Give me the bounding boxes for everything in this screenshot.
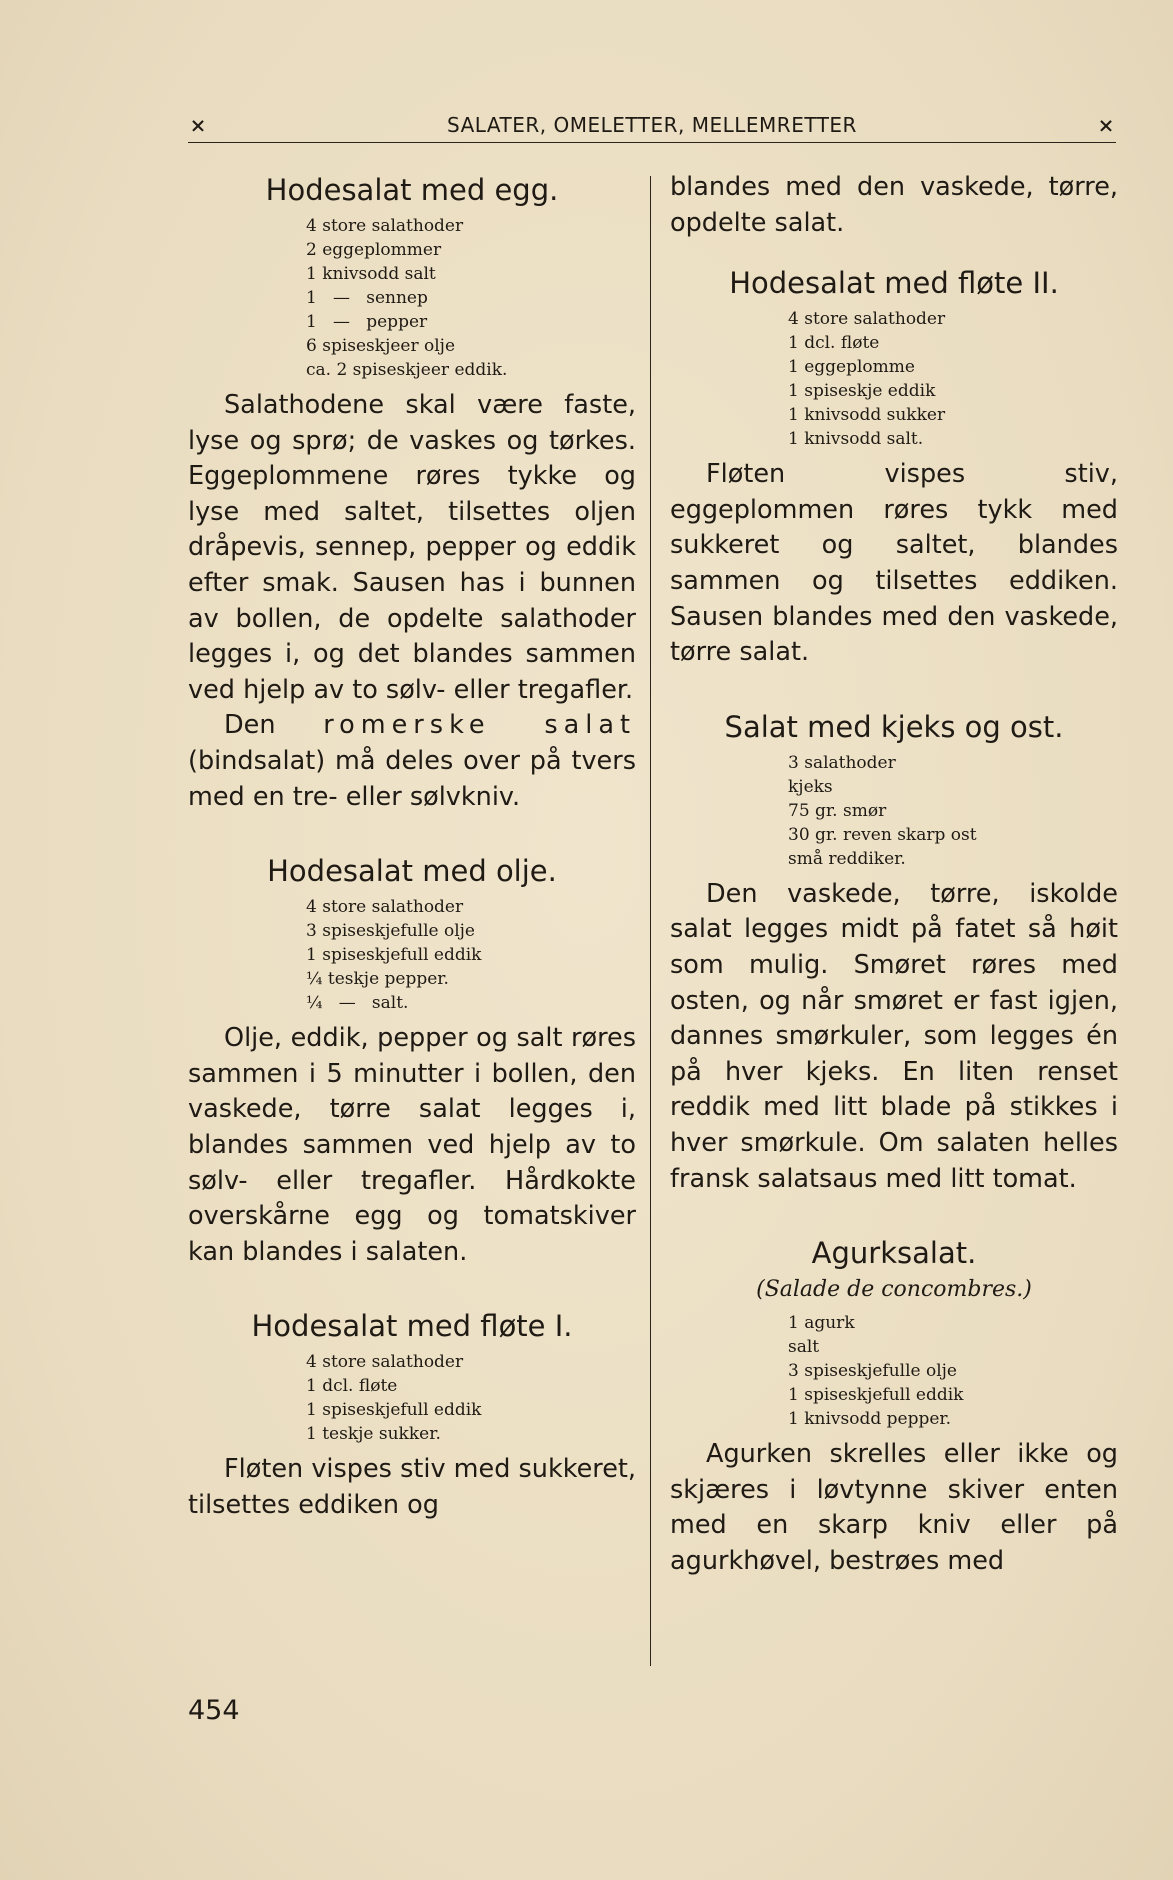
column-divider <box>650 176 651 1666</box>
ingredient: 1 knivsodd salt. <box>788 429 924 450</box>
ingredient-list <box>188 1350 636 1446</box>
recipe-subtitle: (Salade de concombres.) <box>756 1277 1032 1303</box>
ingredient: små reddiker. <box>788 848 906 869</box>
right-column <box>670 170 1118 1579</box>
recipe-text: Fløten vispes stiv, eggeplommen røres tykk med sukkeret og saltet, blandes sammen og tilsettes eddiken. Sausen blandes med den vaskede, tørre salat. <box>670 459 1118 668</box>
ingredient: 30 gr. reven skarp ost <box>788 824 977 845</box>
ingredient: ¼ teskje pepper. <box>306 969 449 990</box>
recipe-text: Olje, eddik, pepper og salt røres sammen i 5 minutter i bollen, den vaskede, tørre salat legges i, blandes sammen ved hjelp av to sølv- eller tregafler. Hårdkokte overskårne egg og tomatskiver kan blandes i salaten. <box>188 1023 636 1267</box>
ingredient: 1 knivsodd pepper. <box>788 1409 952 1430</box>
header-left-mark: × <box>189 113 207 137</box>
ingredient: 1 spiseskjefull eddik <box>306 945 482 966</box>
ingredient: 1 knivsodd salt <box>306 264 436 284</box>
recipe-text: Agurken skrelles eller ikke og skjæres i løvtynne skiver enten med en skarp kniv eller på agurkhøvel, bestrøes med <box>670 1439 1118 1576</box>
recipe-agurksalat <box>670 1233 1118 1579</box>
recipe-text: Den vaskede, tørre, iskolde salat legges midt på fatet så høit som mulig. Smøret røres med osten, og når smøret er fast igjen, dannes smørkuler, som legges én på hver kjeks. En liten renset reddik med litt blade på stikkes i hver smørkule. Om salaten helles fransk salatsaus med litt tomat. <box>670 878 1118 1194</box>
ingredient-list <box>670 751 1118 871</box>
recipe-title: Agurksalat. <box>811 1236 977 1271</box>
recipe-title: Hodesalat med fløte I. <box>251 1309 573 1344</box>
ingredient: 2 eggeplommer <box>306 240 442 260</box>
recipe-title: Hodesalat med fløte II. <box>729 266 1059 301</box>
ingredient: 3 spiseskjefulle olje <box>788 1361 957 1382</box>
ingredient: 4 store salathoder <box>306 216 464 236</box>
left-column <box>188 170 636 1523</box>
ingredient: 3 salathoder <box>788 752 896 773</box>
ingredient: 1 — sennep <box>306 288 428 308</box>
ingredient: 1 — pepper <box>306 312 428 332</box>
note-emphasis: romerske salat <box>323 710 636 741</box>
ingredient: 3 spiseskjefulle olje <box>306 921 475 942</box>
ingredient: 1 eggeplomme <box>788 357 915 378</box>
page-number: 454 <box>188 1695 240 1726</box>
ingredient: 4 store salathoder <box>306 897 464 918</box>
recipe-hodesalat-med-olje <box>188 851 636 1270</box>
ingredient: 4 store salathoder <box>306 1352 464 1373</box>
ingredient: 1 dcl. fløte <box>788 333 880 354</box>
ingredient: kjeks <box>788 776 833 797</box>
ingredient: 1 dcl. fløte <box>306 1376 398 1397</box>
ingredient: 1 spiseskjefull eddik <box>306 1400 482 1421</box>
recipe-hodesalat-med-egg <box>188 170 636 815</box>
continued-text: blandes med den vaskede, tørre, opdelte salat. <box>670 172 1118 238</box>
ingredient-list <box>670 307 1118 451</box>
recipe-title: Salat med kjeks og ost. <box>724 709 1064 744</box>
recipe-hodesalat-med-flote-1 <box>188 1306 636 1523</box>
ingredient-list <box>670 1311 1118 1431</box>
ingredient: ca. 2 spiseskjeer eddik. <box>306 360 508 380</box>
ingredient: 1 spiseskjefull eddik <box>788 1385 964 1406</box>
header-right-mark: × <box>1097 113 1115 137</box>
ingredient: 1 spiseskje eddik <box>788 381 936 402</box>
recipe-text-note <box>188 708 636 815</box>
recipe-hodesalat-med-flote-2 <box>670 263 1118 671</box>
ingredient: 1 agurk <box>788 1313 855 1334</box>
header-title: SALATER, OMELETTER, MELLEMRETTER <box>447 113 857 137</box>
recipe-text: Fløten vispes stiv med sukkeret, tilsettes eddiken og <box>188 1454 636 1520</box>
recipe-title: Hodesalat med olje. <box>267 854 557 889</box>
ingredient: 75 gr. smør <box>788 800 887 821</box>
running-header <box>188 108 1116 143</box>
ingredient-list <box>188 214 636 382</box>
ingredient: 1 knivsodd sukker <box>788 405 946 426</box>
ingredient: ¼ — salt. <box>306 993 409 1014</box>
recipe-text: Salathodene skal være faste, lyse og sprø; de vaskes og tørkes. Eggeplommene røres tykke og lyse med saltet, tilsettes oljen dråpevis, sennep, pepper og eddik efter smak. Sausen has i bunnen av bollen, de opdelte salathoder legges i, og det blandes sammen ved hjelp av to sølv- eller tregafler. <box>188 390 636 705</box>
ingredient: 4 store salathoder <box>788 309 946 330</box>
recipe-salat-med-kjeks-og-ost <box>670 707 1118 1197</box>
note-rest: (bindsalat) må deles over på tvers med en tre- eller sølvkniv. <box>188 745 636 812</box>
ingredient: 6 spiseskjeer olje <box>306 336 455 356</box>
ingredient: salt <box>788 1337 820 1358</box>
note-lead: Den <box>224 710 276 741</box>
ingredient: 1 teskje sukker. <box>306 1424 441 1445</box>
recipe-title: Hodesalat med egg. <box>265 173 559 207</box>
ingredient-list <box>188 895 636 1015</box>
